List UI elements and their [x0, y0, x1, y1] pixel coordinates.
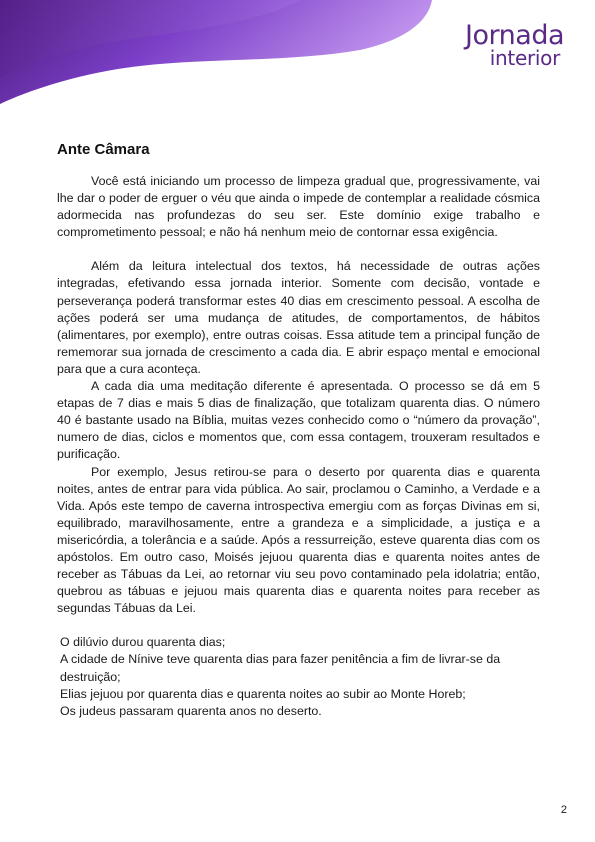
logo-word-interior: interior	[489, 46, 560, 70]
list-item: Os judeus passaram quarenta anos no deserto.	[60, 703, 322, 718]
paragraph-examples: Por exemplo, Jesus retirou-se para o deserto por quarenta dias e quarenta noites, antes de entrar para vida pública. Ao sair, proclamou o Caminho, a Verdade e a Vida. Após este tempo de caverna introspectiva emergiu com as forças Divinas em si, equilibrado, maravilhosamente, entre a grandeza e a simplicidade, a justiça e a misericórdia, a tolerância e a saúde. Após a ressurreição, esteve quarenta dias com os apóstolos. Em outro caso, Moisés jejuou quarenta dias e quarenta noites antes de receber as Tábuas da Lei, ao retornar viu seu povo contaminado pela idolatria; então, quebrou as tábuas e jejuou mais quarenta dias e quarenta noites para receber as segundas Tábuas da Lei.	[57, 464, 540, 616]
paragraph-gap	[57, 241, 540, 258]
logo-word-jornada: Jornada	[465, 20, 564, 51]
page-number: 2	[560, 804, 567, 816]
document-body	[57, 173, 540, 720]
forty-days-list	[57, 634, 540, 719]
paragraph-intro: Você está iniciando um processo de limpeza gradual que, progressivamente, vai lhe dar o poder de erguer o véu que ainda o impede de contemplar a realidade cósmica adormecida nas profundezas do seu ser. Este domínio exige trabalho e comprometimento pessoal; e não há nenhum meio de contornar essa exigência.	[57, 174, 540, 240]
list-item: A cidade de Nínive teve quarenta dias para fazer penitência a fim de livrar-se da destruição;	[60, 652, 501, 684]
brand-logo	[452, 22, 564, 68]
list-item: Elias jejuou por quarenta dias e quarenta noites ao subir ao Monte Horeb;	[60, 686, 466, 701]
paragraph-actions: Além da leitura intelectual dos textos, há necessidade de outras ações integradas, efetivando essa jornada interior. Somente com decisão, vontade e perseverança poderá transformar estes 40 dias em crescimento pessoal. A escolha de ações poderá ser uma mudança de atitudes, de comportamentos, de hábitos (alimentares, por exemplo), entre outras coisas. Essa atitude tem a principal função de rememorar sua jornada de crescimento a cada dia. E abrir espaço mental e emocional para que a cura aconteça.	[57, 259, 540, 376]
page-title: Ante Câmara	[57, 141, 150, 158]
list-item: O dilúvio durou quarenta dias;	[60, 635, 226, 650]
paragraph-meditation: A cada dia uma meditação diferente é apresentada. O processo se dá em 5 etapas de 7 dias e mais 5 dias de finalização, que totalizam quarenta dias. O número 40 é bastante usado na Bíblia, muitas vezes conhecido como o “número da provação”, numero de dias, ciclos e momentos que, com essa contagem, trouxeram resultados e purificação.	[57, 379, 540, 462]
